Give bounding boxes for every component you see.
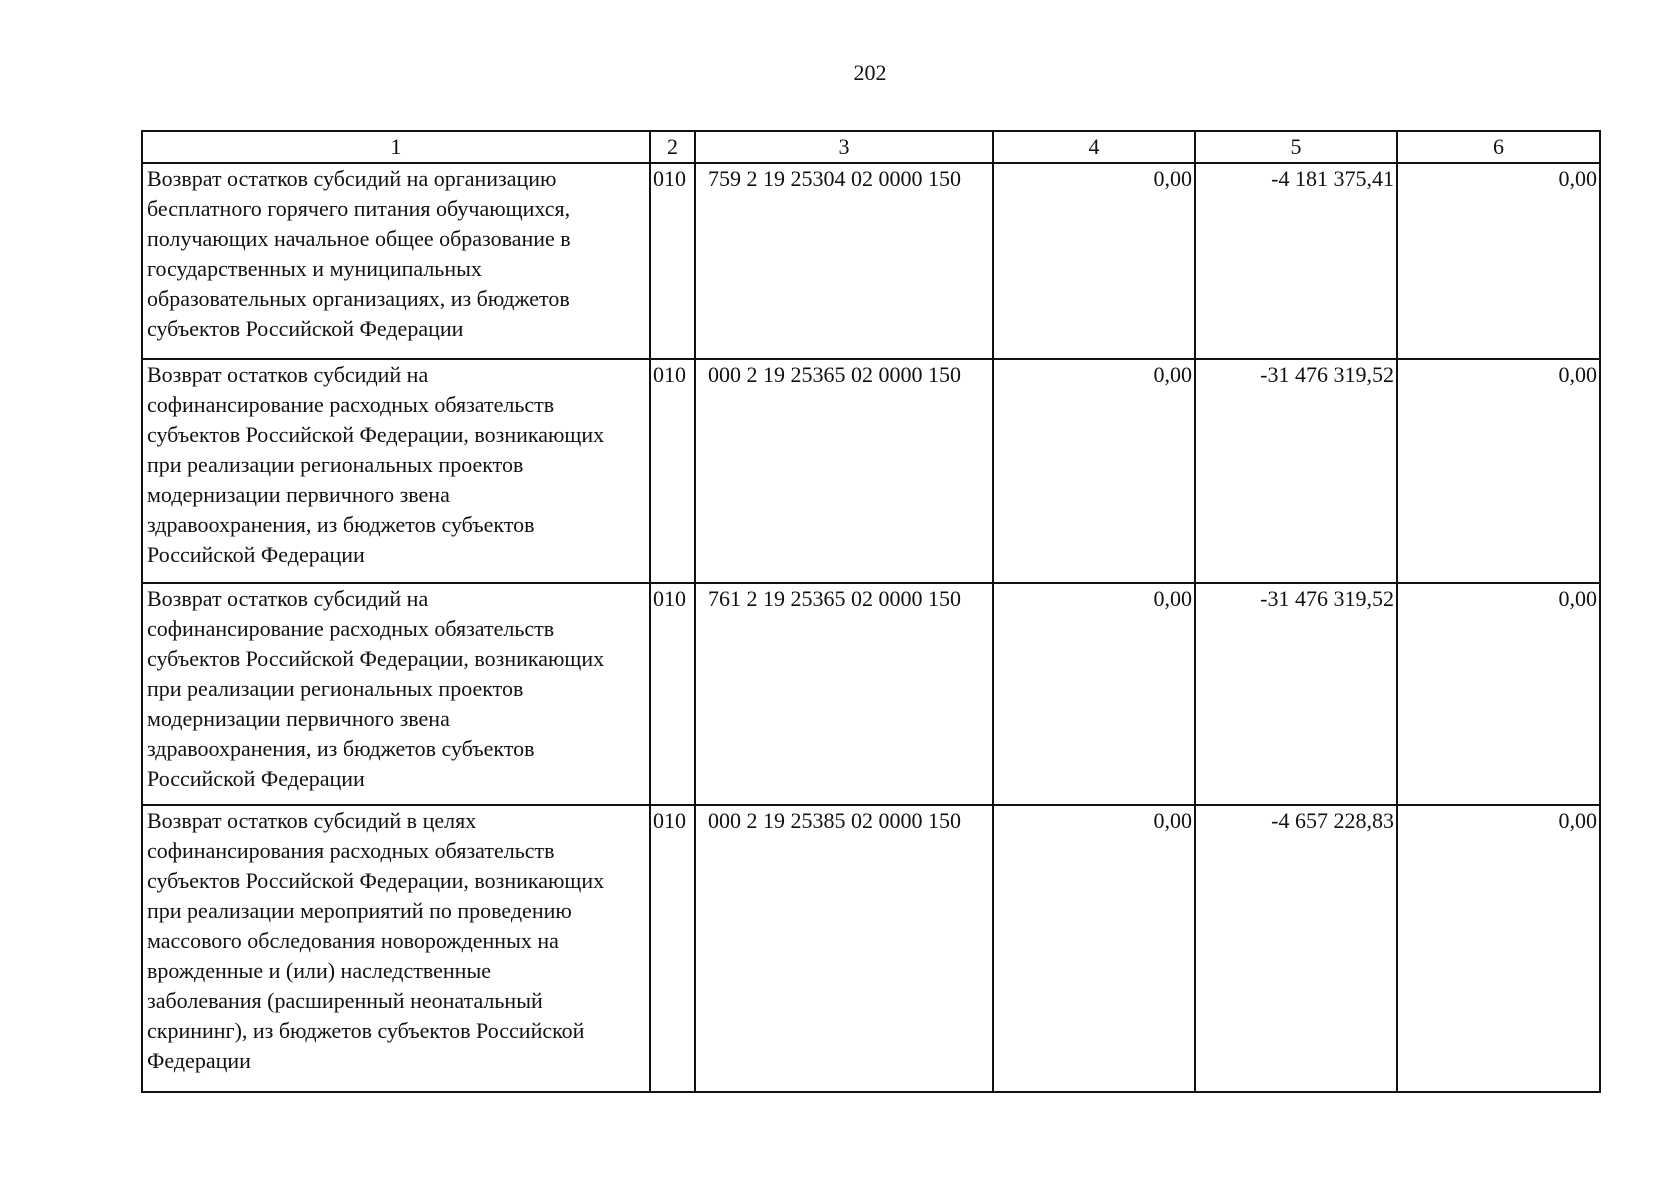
table-row	[142, 805, 1600, 1092]
row-value-col4: 0,00	[993, 359, 1195, 583]
row-description: Возврат остатков субсидий на софинансирование расходных обязательств субъектов Российской Федерации, возникающих при реализации региональных проектов модернизации первичного звена здравоохранения, из бюджетов субъектов Российской Федерации	[142, 583, 650, 805]
column-header-6: 6	[1397, 131, 1600, 163]
table-header-row	[142, 131, 1600, 163]
row-value-col4: 0,00	[993, 163, 1195, 359]
row-description: Возврат остатков субсидий на софинансирование расходных обязательств субъектов Российской Федерации, возникающих при реализации региональных проектов модернизации первичного звена здравоохранения, из бюджетов субъектов Российской Федерации	[142, 359, 650, 583]
row-value-col4: 0,00	[993, 805, 1195, 1092]
row-value-col5: -4 657 228,83	[1195, 805, 1397, 1092]
table-row	[142, 359, 1600, 583]
row-budget-classification-code: 000 2 19 25385 02 0000 150	[695, 805, 993, 1092]
column-header-4: 4	[993, 131, 1195, 163]
row-value-col4: 0,00	[993, 583, 1195, 805]
row-budget-classification-code: 759 2 19 25304 02 0000 150	[695, 163, 993, 359]
row-value-col5: -31 476 319,52	[1195, 583, 1397, 805]
row-budget-classification-code: 761 2 19 25365 02 0000 150	[695, 583, 993, 805]
row-description: Возврат остатков субсидий в целях софинансирования расходных обязательств субъектов Российской Федерации, возникающих при реализации мероприятий по проведению массового обследования новорожденных на врожденные и (или) наследственные заболевания (расширенный неонатальный скрининг), из бюджетов субъектов Российской Федерации	[142, 805, 650, 1092]
row-description: Возврат остатков субсидий на организацию бесплатного горячего питания обучающихся, получающих начальное общее образование в государственных и муниципальных образовательных организациях, из бюджетов субъектов Российской Федерации	[142, 163, 650, 359]
row-value-col5: -31 476 319,52	[1195, 359, 1397, 583]
row-line-code: 010	[650, 359, 695, 583]
row-value-col6: 0,00	[1397, 805, 1600, 1092]
column-header-3: 3	[695, 131, 993, 163]
row-value-col5: -4 181 375,41	[1195, 163, 1397, 359]
row-budget-classification-code: 000 2 19 25365 02 0000 150	[695, 359, 993, 583]
row-line-code: 010	[650, 805, 695, 1092]
budget-table	[141, 130, 1601, 1093]
page-number: 202	[853, 60, 887, 85]
column-header-2: 2	[650, 131, 695, 163]
row-value-col6: 0,00	[1397, 583, 1600, 805]
row-value-col6: 0,00	[1397, 163, 1600, 359]
row-line-code: 010	[650, 163, 695, 359]
column-header-5: 5	[1195, 131, 1397, 163]
row-value-col6: 0,00	[1397, 359, 1600, 583]
table-row	[142, 583, 1600, 805]
column-header-1: 1	[142, 131, 650, 163]
table-row	[142, 163, 1600, 359]
row-line-code: 010	[650, 583, 695, 805]
